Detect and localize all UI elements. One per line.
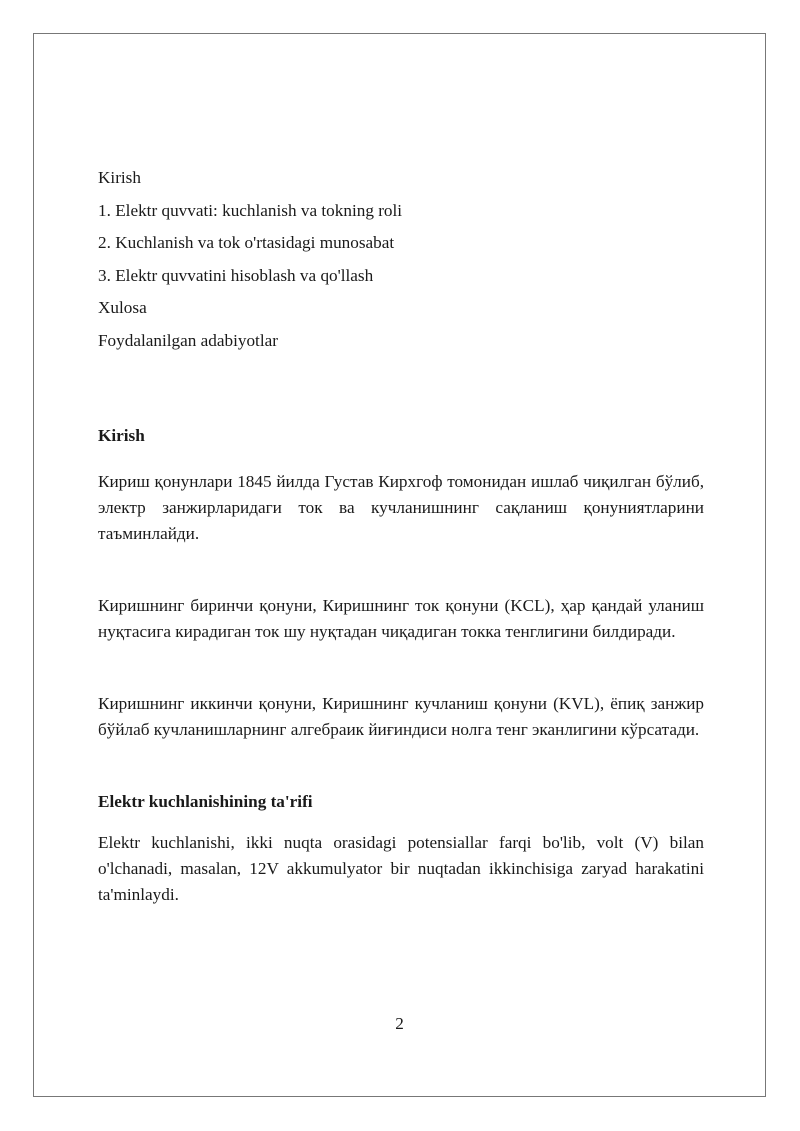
toc-item-2: 2. Kuchlanish va tok o'rtasidagi munosabat <box>98 233 395 252</box>
paragraph-intro-3: Киришнинг иккинчи қонуни, Киришнинг кучланиш қонуни (KVL), ёпиқ занжир бўйлаб кучланишларнинг алгебраик йиғиндиси нолга тенг эканлигини кўрсатади. <box>98 694 704 739</box>
paragraph-intro-1: Кириш қонунлари 1845 йилда Густав Кирхгоф томонидан ишлаб чиқилган бўлиб, электр занжирларидаги ток ва кучланишнинг сақланиш қонуниятларини таъминлайди. <box>98 472 704 543</box>
toc-item-3: 3. Elektr quvvatini hisoblash va qo'llash <box>98 265 374 285</box>
toc-item-xulosa: Xulosa <box>98 298 147 317</box>
document-page <box>33 33 766 1097</box>
paragraph-intro-2: Киришнинг биринчи қонуни, Киришнинг ток қонуни (KCL), ҳар қандай уланиш нуқтасига кирадиган ток шу нуқтадан чиқадиган токка тенглигини билдиради. <box>98 596 704 641</box>
section-heading-voltage: Elektr kuchlanishining ta'rifi <box>98 792 313 811</box>
toc-item-1: 1. Elektr quvvati: kuchlanish va tokning roli <box>98 200 403 220</box>
table-of-contents <box>98 162 704 357</box>
page-content <box>98 162 704 908</box>
toc-item-references: Foydalanilgan adabiyotlar <box>98 330 278 350</box>
paragraph-voltage-1: Elektr kuchlanishi, ikki nuqta orasidagi potensiallar farqi bo'lib, volt (V) bilan o'lchanadi, masalan, 12V akkumulyator bir nuqtadan ikkinchisiga zaryad harakatini ta'minlaydi. <box>98 833 704 904</box>
section-heading-intro: Kirish <box>98 426 145 445</box>
page-number: 2 <box>395 1014 404 1033</box>
toc-item-kirish: Kirish <box>98 168 141 187</box>
